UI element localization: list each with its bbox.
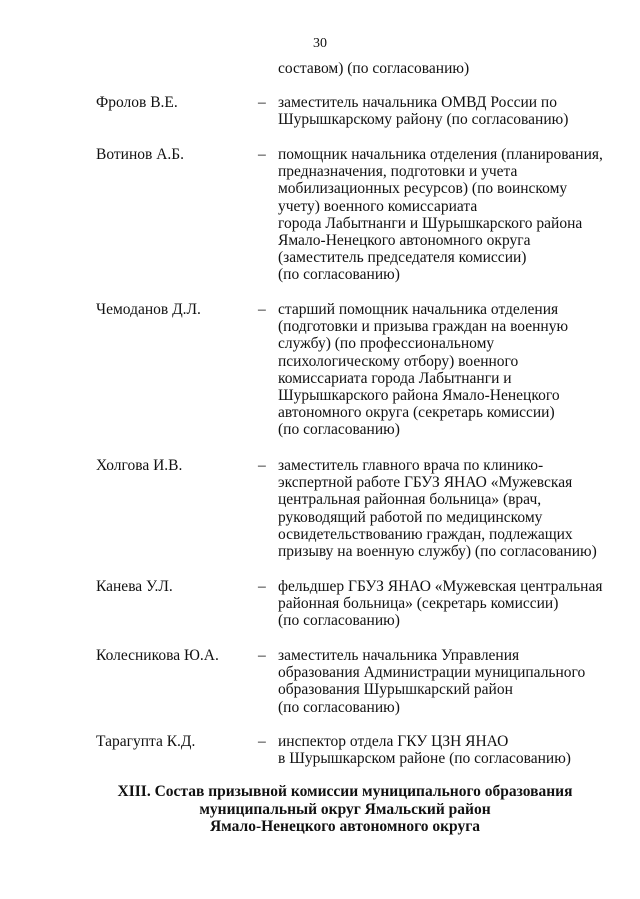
position-line: освидетельствованию граждан, подлежащих: [278, 525, 573, 543]
dash-separator: –: [258, 647, 266, 664]
position-line: (по согласованию): [278, 612, 400, 630]
position-line: психологическому отбору) военного: [278, 352, 519, 370]
position-line: образования Администрации муниципального: [278, 664, 586, 682]
position-line: центральная районная больница» (врач,: [278, 491, 542, 509]
position-line: (по согласованию): [278, 266, 400, 284]
position-line: комиссариата города Лабытнанги и: [278, 369, 512, 387]
position-line: Шурышкарского района Ямало-Ненецкого: [278, 387, 560, 405]
position-line: предназначения, подготовки и учета: [278, 163, 518, 181]
position-line: заместитель начальника ОМВД России по: [278, 94, 557, 111]
member-name: Колесникова Ю.А.: [96, 647, 219, 664]
position-line: учету) военного комиссариата: [278, 197, 478, 215]
section-heading: [0, 783, 640, 836]
position-line: образования Шурышкарский район: [278, 681, 513, 699]
member-name: Чемоданов Д.Л.: [96, 301, 201, 318]
section-heading-line: муниципальный округ Ямальский район: [199, 800, 491, 818]
dash-separator: –: [258, 733, 266, 750]
dash-separator: –: [258, 457, 266, 474]
dash-separator: –: [258, 578, 266, 595]
position-line: автономного округа (секретарь комиссии): [278, 404, 555, 422]
continuation-text: составом) (по согласованию): [278, 60, 470, 77]
page-number: 30: [313, 36, 327, 51]
position-line: заместитель начальника Управления: [278, 647, 520, 664]
position-line: (подготовки и призыва граждан на военную: [278, 318, 569, 336]
position-line: (заместитель председателя комиссии): [278, 249, 527, 267]
dash-separator: –: [258, 301, 266, 318]
member-position: [278, 733, 571, 767]
section-heading-line: XIII. Состав призывной комиссии муниципального образования: [117, 783, 573, 800]
member-position: [278, 578, 602, 630]
position-line: службу) (по профессиональному: [278, 335, 495, 353]
position-line: призыву на военную службу) (по согласованию): [278, 543, 597, 561]
position-line: (по согласованию): [278, 698, 400, 716]
member-name: Вотинов А.Б.: [96, 146, 185, 163]
position-line: экспертной работе ГБУЗ ЯНАО «Мужевская: [278, 474, 573, 492]
dash-separator: –: [258, 146, 266, 163]
position-line: Ямало-Ненецкого автономного округа: [278, 232, 531, 250]
position-line: (по согласованию): [278, 421, 400, 439]
position-line: инспектор отдела ГКУ ЦЗН ЯНАО: [278, 733, 509, 750]
position-line: мобилизационных ресурсов) (по воинскому: [278, 180, 568, 198]
member-name: Холгова И.В.: [96, 457, 183, 474]
position-line: старший помощник начальника отделения: [278, 301, 559, 318]
member-position: [278, 301, 568, 439]
member-position: [278, 457, 597, 560]
member-position: [278, 94, 568, 128]
member-name: Тарагупта К.Д.: [96, 733, 196, 750]
member-name: Канева У.Л.: [96, 578, 173, 595]
position-line: в Шурышкарском районе (по согласованию): [278, 750, 571, 768]
position-line: заместитель главного врача по клинико-: [278, 457, 544, 474]
section-heading-line: Ямало-Ненецкого автономного округа: [209, 818, 480, 835]
dash-separator: –: [258, 94, 266, 111]
position-line: помощник начальника отделения (планирования,: [278, 146, 603, 163]
position-line: руководящий работой по медицинскому: [278, 508, 543, 526]
position-line: города Лабытнанги и Шурышкарского района: [278, 214, 583, 232]
position-line: Шурышкарскому району (по согласованию): [278, 111, 569, 129]
position-line: районная больница» (секретарь комиссии): [278, 595, 559, 613]
member-position: [278, 647, 585, 716]
member-position: [278, 146, 603, 284]
position-line: фельдшер ГБУЗ ЯНАО «Мужевская центральная: [278, 578, 603, 595]
member-name: Фролов В.Е.: [96, 94, 178, 111]
